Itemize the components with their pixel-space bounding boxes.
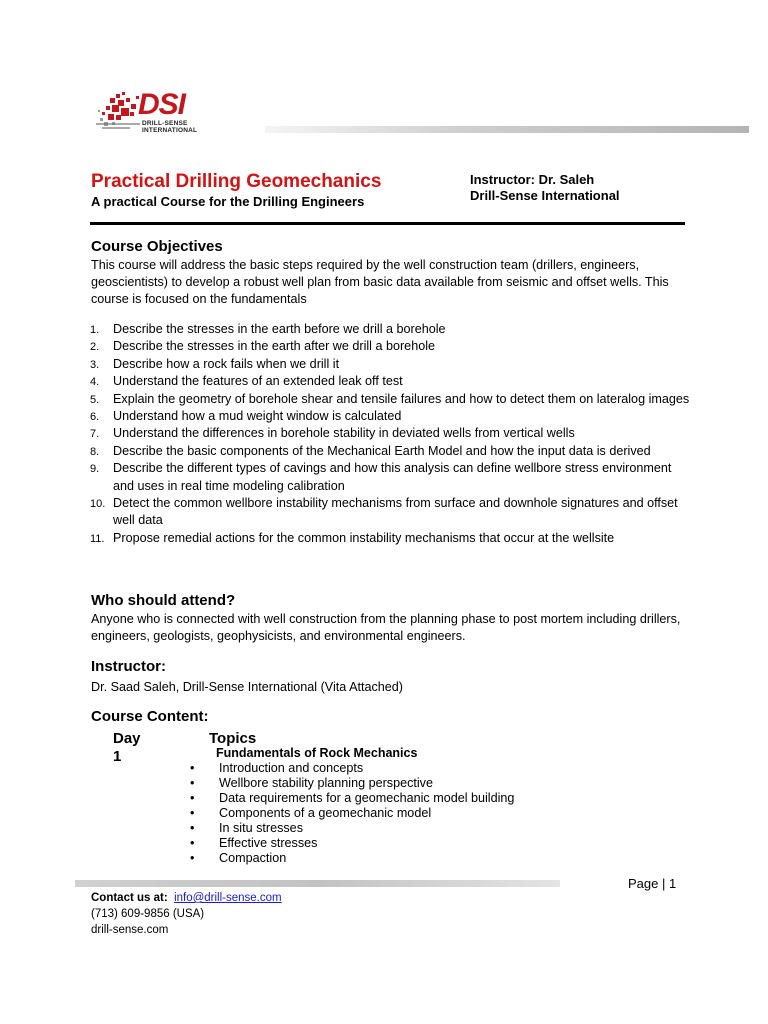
content-heading: Course Content: [91, 708, 209, 725]
objectives-intro: This course will address the basic steps required by the well construction team (drillers, engineers, geoscientists) to develop a robust well plan from basic data available from seismic and offset wells. This course is focused on the fundamentals [91, 258, 669, 306]
instructor-line: Instructor: Dr. Saleh [470, 172, 595, 187]
list-item: 1. Describe the stresses in the earth before we drill a borehole [90, 322, 446, 336]
course-title: Practical Drilling Geomechanics [91, 171, 382, 192]
topics-list [190, 761, 514, 866]
logo-wordmark: DSI [138, 88, 186, 121]
phone-number: (713) 609-9856 (USA) [91, 908, 205, 920]
instructor-heading: Instructor: [91, 658, 166, 675]
list-item: 3. Describe how a rock fails when we drill it [90, 356, 340, 371]
company-logo [96, 88, 226, 144]
attend-heading: Who should attend? [91, 592, 236, 609]
topics-label: Topics [209, 730, 257, 747]
list-item: 2. Describe the stresses in the earth after we drill a borehole [90, 339, 436, 354]
email-link[interactable]: info@drill-sense.com [174, 892, 282, 904]
list-item: • In situ stresses [190, 821, 303, 835]
list-item: 10. Detect the common wellbore instability mechanisms from surface and downhole signatures and offset well data [90, 496, 678, 528]
page-number: Page | 1 [628, 876, 677, 891]
list-item: • Introduction and concepts [190, 761, 364, 775]
company-line: Drill-Sense International [470, 188, 620, 203]
list-item: • Effective stresses [190, 836, 318, 850]
day-number: 1 [113, 748, 122, 765]
list-item: 7. Understand the differences in borehole stability in deviated wells from vertical wells [90, 426, 575, 441]
course-subtitle: A practical Course for the Drilling Engineers [91, 194, 365, 209]
logo-tagline: DRILL-SENSE INTERNATIONAL [142, 120, 198, 134]
section-title: Fundamentals of Rock Mechanics [216, 746, 418, 760]
list-item: • Compaction [190, 851, 287, 865]
website-text: drill-sense.com [91, 924, 169, 936]
list-item: 9. Describe the different types of cavings and how this analysis can define wellbore stress environment and uses in real time modeling calibration [90, 461, 672, 493]
instructor-text: Dr. Saad Saleh, Drill-Sense International (Vita Attached) [91, 680, 403, 694]
list-item: 6. Understand how a mud weight window is calculated [90, 409, 402, 424]
header-divider [265, 126, 749, 133]
footer-divider [75, 880, 560, 887]
objectives-heading: Course Objectives [91, 238, 223, 255]
attend-text: Anyone who is connected with well construction from the planning phase to post mortem including drillers, engineers, geologists, geophysicists, and environmental engineers. [91, 612, 681, 643]
contact-label: Contact us at: [91, 892, 168, 904]
list-item: • Components of a geomechanic model [190, 806, 432, 820]
objectives-list [90, 321, 690, 547]
title-divider [90, 222, 685, 225]
contact-line [91, 892, 282, 904]
list-item: 4. Understand the features of an extended leak off test [90, 374, 403, 389]
list-item: • Data requirements for a geomechanic model building [190, 791, 515, 805]
day-label: Day [113, 730, 141, 747]
list-item: 8. Describe the basic components of the Mechanical Earth Model and how the input data is derived [90, 443, 651, 458]
list-item: • Wellbore stability planning perspective [190, 776, 433, 790]
list-item: 11. Propose remedial actions for the common instability mechanisms that occur at the wellsite [90, 530, 615, 545]
list-item: 5. Explain the geometry of borehole shear and tensile failures and how to detect them on lateralog images [90, 391, 690, 406]
